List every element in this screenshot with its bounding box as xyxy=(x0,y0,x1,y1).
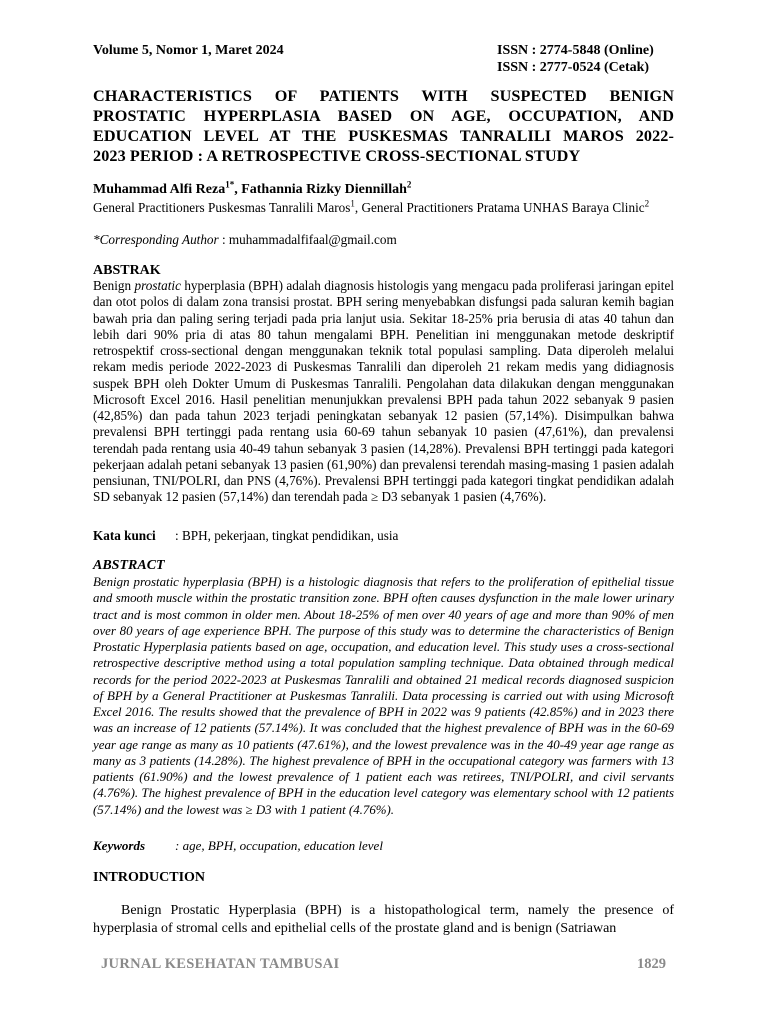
abstrak-heading: ABSTRAK xyxy=(93,263,161,278)
abstract-body: Benign prostatic hyperplasia (BPH) is a histologic diagnosis that refers to the proliferation of epithelial tissue and smooth muscle within the prostatic transition zone. BPH often causes dysfunction in the male lower urinary tract and is most common in older men. About 18-25% of men over 40 years of age and more than 90% of men over 80 years of age experience BPH. The purpose of this study was to determine the characteristics of Benign Prostatic Hyperplasia patients based on age, occupation, and education level. This study uses a cross-sectional retrospective descriptive method using a total population sampling technique. Data obtained through medical records for the period 2022-2023 at Puskesmas Tanralili and obtained 21 medical records diagnosed suspicion of BPH by a General Practitioner at Puskesmas Tanralili. Data processing is carried out with using Microsoft Excel 2016. The results showed that the prevalence of BPH in 2022 was 9 patients (42.85%) and in 2023 there was an increase of 12 patients (57.14%). It was concluded that the highest prevalence of BPH was in the 60-69 year age range as many as 10 patients (47.61%), and the lowest prevalence was in the 40-49 year age range as many as 3 patients (14.28%). The highest prevalence of BPH in the occupational category was farmers with 13 patients (61.90%) and the lowest prevalence of 1 patient each was retirees, TNI/POLRI, and civil servants (4.76%). The highest prevalence of BPH in the education level category was elementary school with 12 patients (57.14%) and the lowest was ≥ D3 with 1 patient (4.76%). xyxy=(93,575,674,817)
footer-journal-name: JURNAL KESEHATAN TAMBUSAI xyxy=(101,956,340,972)
abstrak-text: Benign xyxy=(93,278,135,293)
kata-kunci-label: Kata kunci xyxy=(93,528,156,543)
issn-print: ISSN : 2777-0524 (Cetak) xyxy=(497,60,650,75)
author-affil-marker: 2 xyxy=(406,179,412,190)
introduction-paragraph: Benign Prostatic Hyperplasia (BPH) is a histopathological term, namely the presence of hyperplasia of stromal cells and epithelial cells of the prostate gland and is benign (Satriawan xyxy=(93,903,674,936)
author-list xyxy=(93,181,411,199)
issn-block xyxy=(497,42,654,76)
title-line: CHARACTERISTICS OF PATIENTS WITH SUSPECTED BENIGN xyxy=(93,87,674,105)
introduction-heading: INTRODUCTION xyxy=(93,870,206,885)
footer-page-number: 1829 xyxy=(637,956,666,972)
affiliation xyxy=(93,199,674,216)
kata-kunci xyxy=(93,527,398,544)
volume-info: Volume 5, Nomor 1, Maret 2024 xyxy=(93,43,284,58)
keywords xyxy=(93,837,383,854)
affiliation-marker: 2 xyxy=(644,198,650,209)
author-name: Fathannia Rizky Diennillah xyxy=(241,182,407,197)
affiliation-marker: 1 xyxy=(350,198,355,209)
affiliation-text: General Practitioners Puskesmas Tanralili Maros xyxy=(93,200,351,215)
author-affil-marker: 1* xyxy=(225,179,235,190)
abstrak-body xyxy=(93,278,674,506)
title-line: PROSTATIC HYPERPLASIA BASED ON AGE, OCCUPATION, AND xyxy=(93,107,674,125)
title-line: EDUCATION LEVEL AT THE PUSKESMAS TANRALILI MAROS 2022- xyxy=(93,127,674,145)
issn-online: ISSN : 2774-5848 (Online) xyxy=(497,43,654,58)
abstrak-text: hyperplasia (BPH) adalah diagnosis histologis yang mengacu pada proliferasi jaringan epitel dan otot polos di dalam zona transisi prostat. BPH sering menyebabkan disfungsi pada saluran kemih bagian bawah pria dan paling sering terjadi pada pria lanjut usia. Sekitar 18-25% pria berusia di atas 40 tahun dan lebih dari 90% pria di atas 80 tahun mengalami BPH. Penelitian ini menggunakan metode deskriptif retrospektif cross-sectional dengan menggunakan teknik total populasi sampling. Data diperoleh melalui rekam medis periode 2022-2023 di Puskesmas Tanralili dan diperoleh 21 rekam medis yang didiagnosis suspek BPH oleh Dokter Umum di Puskesmas Tanralili. Pengolahan data dilakukan dengan menggunakan Microsoft Excel 2016. Hasil penelitian menunjukkan prevalensi BPH pada tahun 2022 sebanyak 9 pasien (42,85%) dan pada tahun 2023 terjadi peningkatan sebanyak 12 pasien (57,14%). Disimpulkan bahwa prevalensi BPH tertinggi pada rentang usia 60-69 tahun sebanyak 10 pasien (47,61%), dan prevalensi terendah pada rentang usia 40-49 tahun sebanyak 3 pasien (14,28%). Prevalensi BPH tertinggi pada kategori pekerjaan adalah petani sebanyak 13 pasien (61,90%) dan prevalensi terendah masing-masing 1 pasien adalah pensiunan, TNI/POLRI, dan PNS (4,76%). Prevalensi BPH tertinggi pada kategori tingkat pendidikan adalah SD sebanyak 12 pasien (57,14%) dan terendah pada ≥ D3 sebanyak 1 pasien (4,76%). xyxy=(93,278,674,505)
abstrak-italic: prostatic xyxy=(134,278,181,293)
author-name: Muhammad Alfi Reza xyxy=(93,182,226,197)
corresponding-email[interactable]: : muhammadalfifaal@gmail.com xyxy=(218,232,397,247)
corresponding-author xyxy=(93,231,397,248)
title-line: 2023 PERIOD : A RETROSPECTIVE CROSS-SECTIONAL STUDY xyxy=(93,147,581,165)
kata-kunci-value: : BPH, pekerjaan, tingkat pendidikan, usia xyxy=(175,528,399,543)
corresponding-label: *Corresponding Author xyxy=(93,232,219,247)
abstract-heading: ABSTRACT xyxy=(93,558,165,573)
author-separator: , xyxy=(234,182,242,197)
keywords-value: : age, BPH, occupation, education level xyxy=(175,838,383,853)
affiliation-text: , General Practitioners Pratama UNHAS Baraya Clinic xyxy=(354,200,645,215)
keywords-label: Keywords xyxy=(93,838,145,853)
paper-title xyxy=(93,86,674,166)
